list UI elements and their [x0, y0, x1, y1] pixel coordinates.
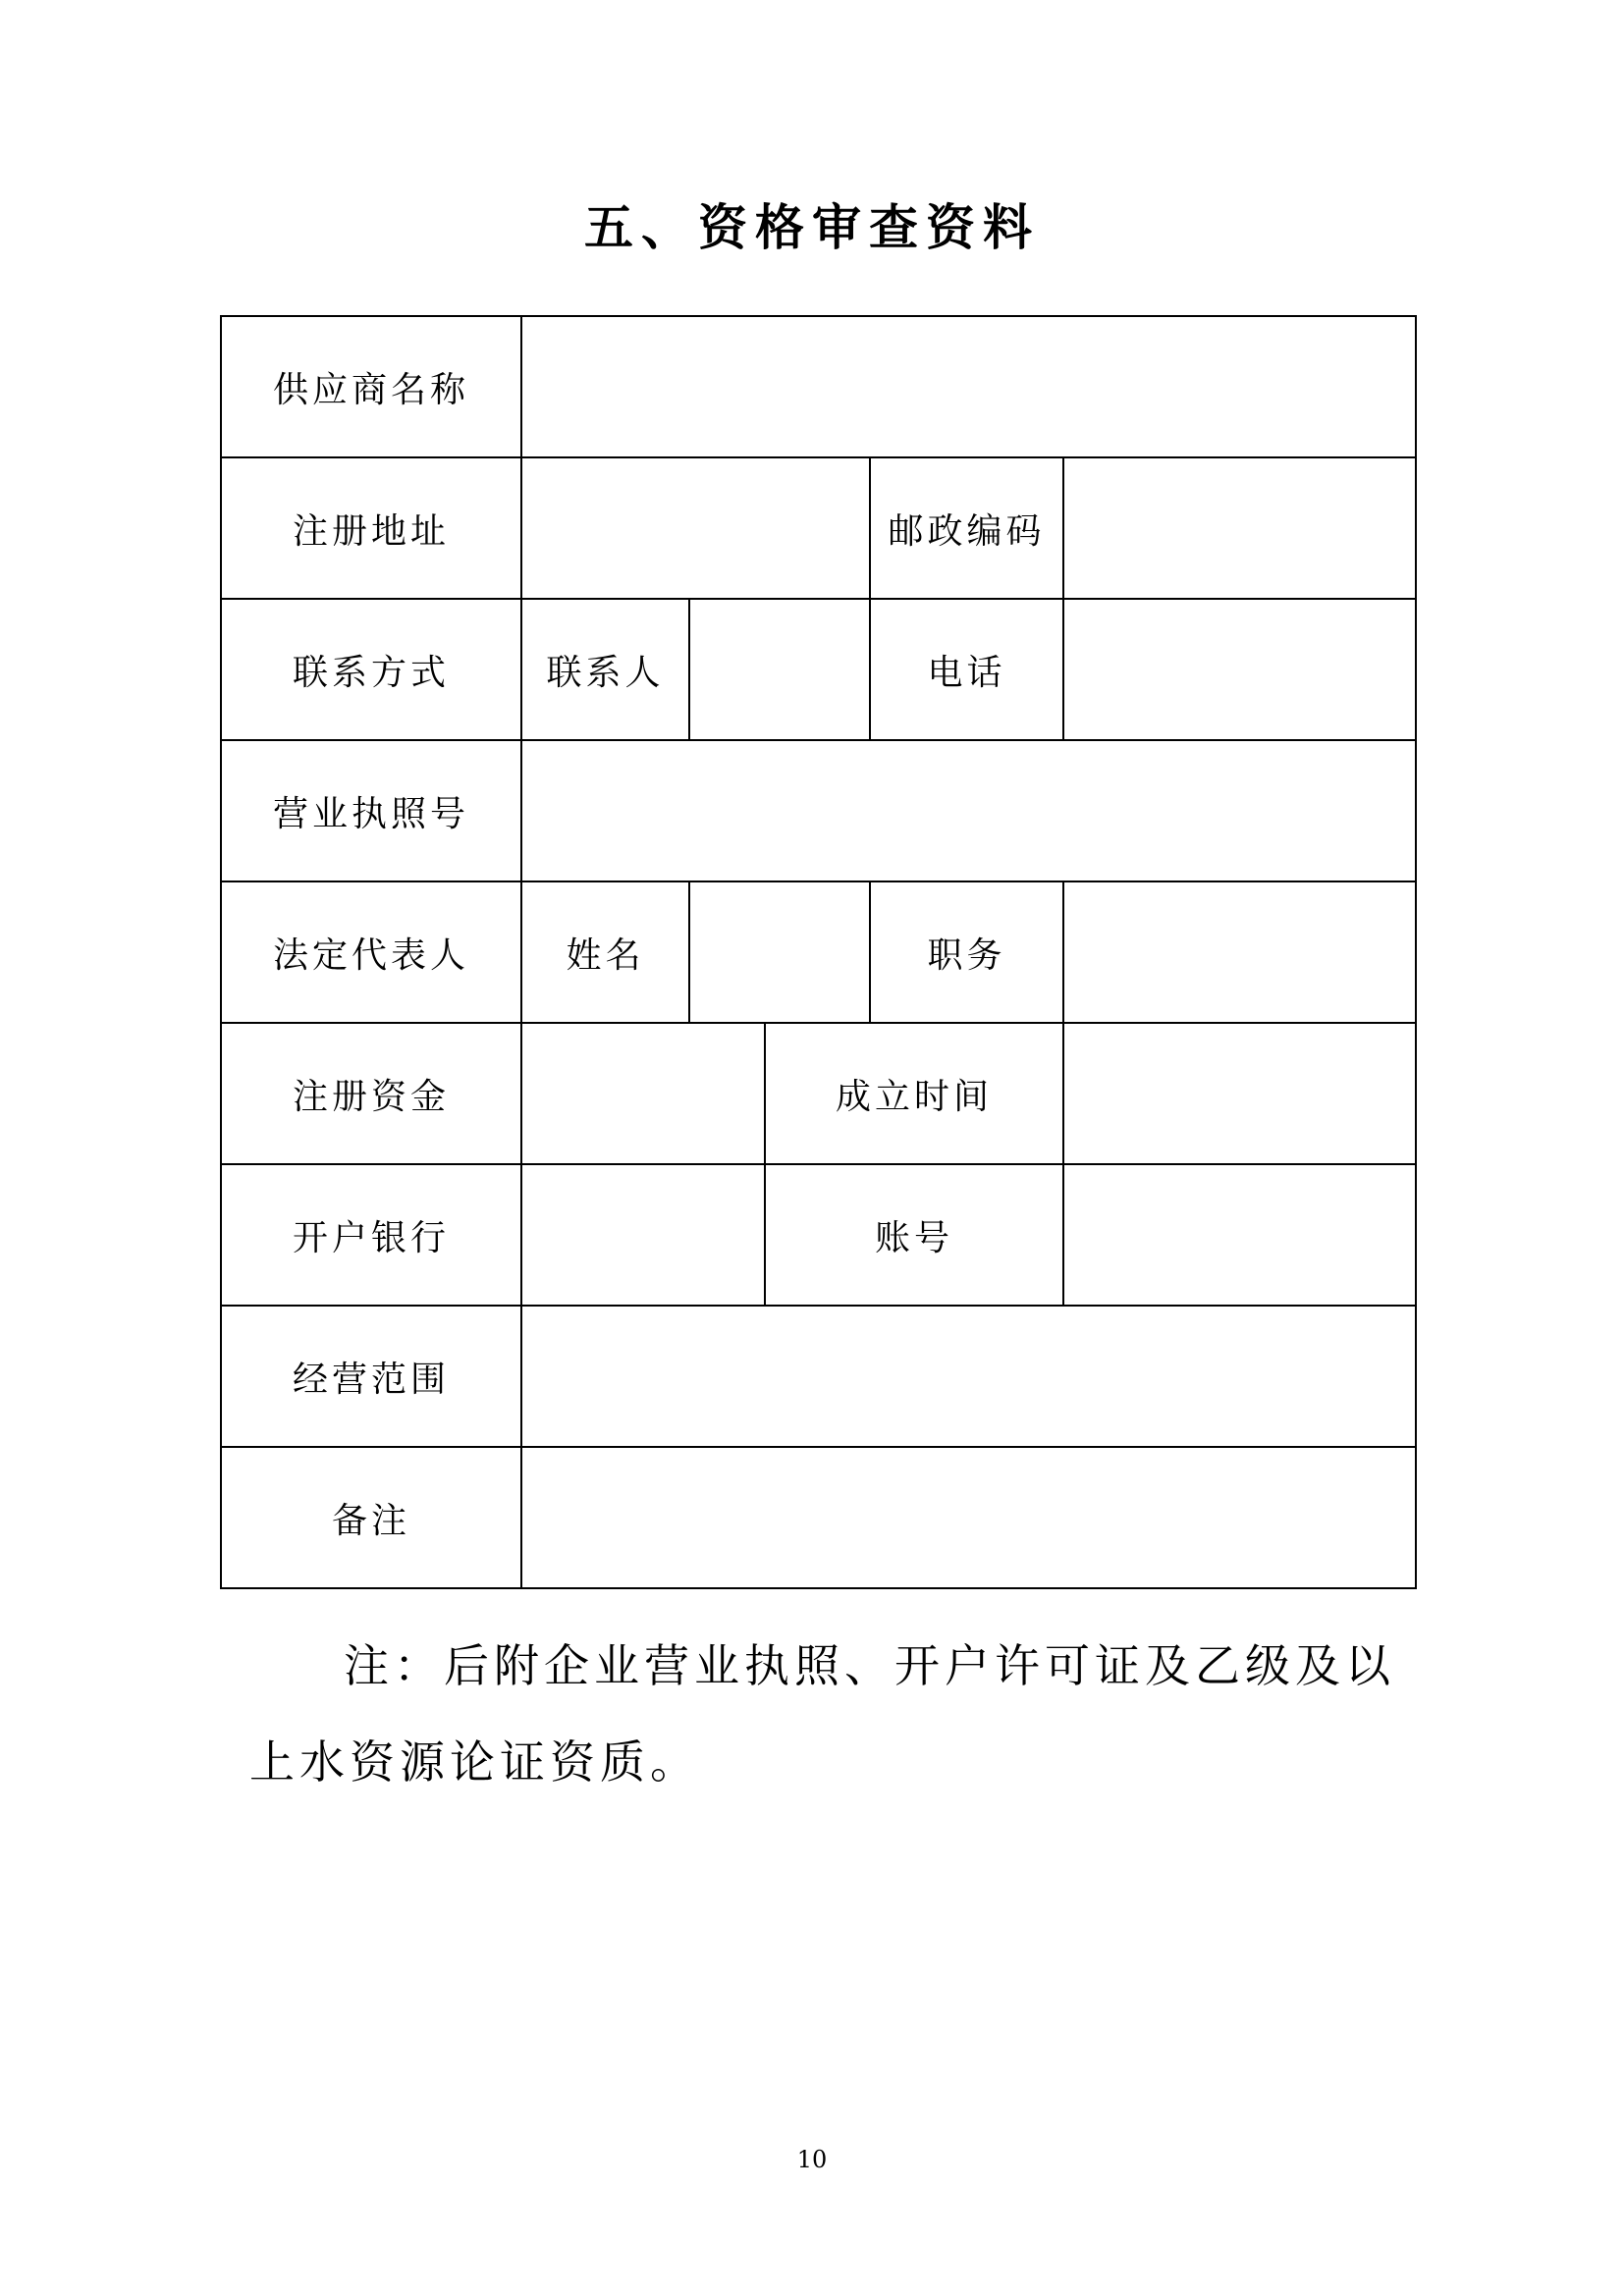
legal-rep-label: 法定代表人	[221, 881, 521, 1023]
reg-address-label: 注册地址	[221, 457, 521, 599]
business-scope-label: 经营范围	[221, 1306, 521, 1447]
table-row	[221, 316, 1416, 457]
reg-address-field[interactable]	[521, 457, 870, 599]
phone-field[interactable]	[1063, 599, 1416, 740]
contact-person-label: 联系人	[521, 599, 689, 740]
page-title: 五、资格审查资料	[584, 199, 1040, 256]
table-row	[221, 1164, 1416, 1306]
established-label: 成立时间	[765, 1023, 1063, 1164]
business-license-label: 营业执照号	[221, 740, 521, 881]
phone-label: 电话	[870, 599, 1063, 740]
supplier-name-label: 供应商名称	[221, 316, 521, 457]
note-text: 注：后附企业营业执照、开户许可证及乙级及以上水资源论证资质。	[249, 1639, 1395, 1789]
table-row	[221, 881, 1416, 1023]
remarks-label: 备注	[221, 1447, 521, 1588]
table-row	[221, 599, 1416, 740]
legal-rep-position-field[interactable]	[1063, 881, 1416, 1023]
reg-capital-field[interactable]	[521, 1023, 765, 1164]
legal-rep-name-label: 姓名	[521, 881, 689, 1023]
contact-label: 联系方式	[221, 599, 521, 740]
business-license-field[interactable]	[521, 740, 1416, 881]
contact-person-field[interactable]	[689, 599, 870, 740]
bank-label: 开户银行	[221, 1164, 521, 1306]
table-row	[221, 1023, 1416, 1164]
table-row	[221, 740, 1416, 881]
table-row	[221, 457, 1416, 599]
table-row	[221, 1447, 1416, 1588]
page-number: 10	[796, 2146, 828, 2173]
supplier-name-field[interactable]	[521, 316, 1416, 457]
legal-rep-position-label: 职务	[870, 881, 1063, 1023]
established-field[interactable]	[1063, 1023, 1416, 1164]
table-row	[221, 1306, 1416, 1447]
account-field[interactable]	[1063, 1164, 1416, 1306]
postal-code-label: 邮政编码	[870, 457, 1063, 599]
account-label: 账号	[765, 1164, 1063, 1306]
remarks-field[interactable]	[521, 1447, 1416, 1588]
reg-capital-label: 注册资金	[221, 1023, 521, 1164]
qualification-table	[220, 315, 1417, 1589]
business-scope-field[interactable]	[521, 1306, 1416, 1447]
bank-field[interactable]	[521, 1164, 765, 1306]
legal-rep-name-field[interactable]	[689, 881, 870, 1023]
postal-code-field[interactable]	[1063, 457, 1416, 599]
